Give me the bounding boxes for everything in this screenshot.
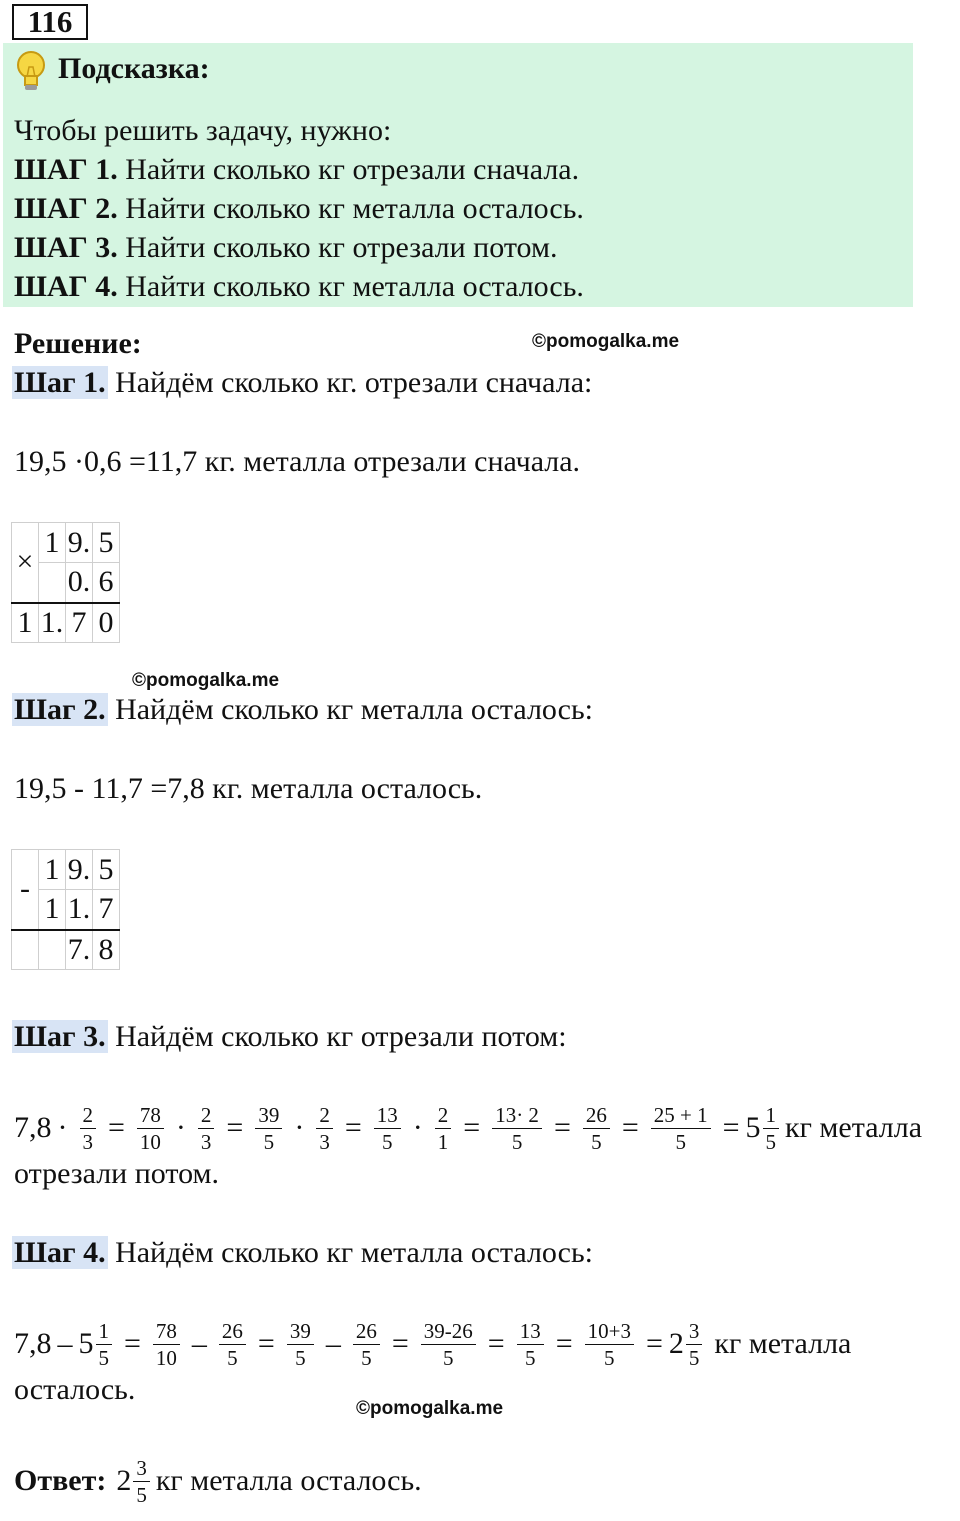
numerator: 3 [686, 1320, 703, 1345]
denominator: 5 [524, 1345, 536, 1370]
numerator: 26 [219, 1320, 246, 1345]
step-label: Шаг 4. [14, 1236, 106, 1269]
hint-step-3 [14, 231, 557, 265]
denominator: 5 [443, 1345, 454, 1370]
fraction [492, 1104, 542, 1153]
step-label: Шаг 2. [14, 693, 106, 726]
digit-cell [39, 930, 66, 970]
hint-step-text: Найти сколько кг металла осталось. [125, 192, 584, 225]
digit-cell: 1. [66, 890, 93, 930]
hint-step-label: ШАГ 1. [14, 153, 118, 186]
equals-sign: = [226, 1111, 244, 1144]
denominator: 3 [82, 1129, 93, 1154]
numerator: 2 [198, 1104, 215, 1129]
step-3-continuation: отрезали потом. [14, 1157, 220, 1190]
equals-sign: = [391, 1327, 409, 1360]
lightbulb-icon [14, 50, 48, 92]
equals-sign: = [487, 1327, 505, 1360]
step-label: Шаг 1. [14, 366, 106, 399]
answer-label: Ответ: [14, 1464, 107, 1497]
equals-sign: = [645, 1327, 663, 1360]
denominator: 5 [263, 1129, 275, 1154]
numerator: 13 [374, 1104, 401, 1129]
hint-step-label: ШАГ 2. [14, 192, 118, 225]
digit-cell [12, 930, 39, 970]
step-2-heading [12, 693, 593, 727]
fraction [583, 1104, 610, 1153]
denominator: 5 [98, 1345, 109, 1370]
fraction [517, 1320, 544, 1369]
fraction [585, 1320, 634, 1369]
mixed-number [669, 1320, 709, 1369]
whole-part: 5 [745, 1111, 761, 1144]
digit-cell: 5 [93, 523, 120, 563]
step-text: Найдём сколько кг отрезали потом: [115, 1020, 567, 1053]
fraction [651, 1104, 711, 1153]
hint-step-4 [14, 270, 584, 304]
numerator: 3 [133, 1457, 150, 1482]
numerator: 25 + 1 [651, 1104, 711, 1129]
numerator: 39 [287, 1320, 314, 1345]
hint-step-1 [14, 153, 579, 187]
multiply-sign: · [294, 1111, 305, 1144]
fraction [316, 1104, 333, 1153]
watermark: ©pomogalka.me [132, 670, 280, 691]
step-1-heading [12, 366, 592, 400]
equals-sign: = [555, 1327, 573, 1360]
fraction [353, 1320, 380, 1369]
digit-cell: 7 [93, 890, 120, 930]
watermark: ©pomogalka.me [356, 1398, 504, 1419]
digit-cell: 0 [93, 603, 120, 643]
numerator: 26 [583, 1104, 610, 1129]
numerator: 2 [80, 1104, 97, 1129]
answer [14, 1441, 422, 1521]
step-2-column-subtraction [11, 849, 120, 970]
fraction [137, 1104, 164, 1153]
fraction [96, 1320, 113, 1369]
fraction [198, 1104, 215, 1153]
equals-sign: = [553, 1111, 571, 1144]
numerator: 1 [763, 1104, 780, 1129]
digit-cell: 1. [39, 603, 66, 643]
whole-part: 5 [78, 1327, 94, 1360]
step-1-column-multiplication [11, 522, 120, 643]
fraction [287, 1320, 314, 1369]
problem-number: 116 [12, 4, 88, 40]
numerator: 26 [353, 1320, 380, 1345]
watermark: ©pomogalka.me [532, 331, 680, 352]
numerator: 13 [517, 1320, 544, 1345]
numerator: 78 [137, 1104, 164, 1129]
numerator: 39-26 [421, 1320, 476, 1345]
digit-cell: 1 [12, 603, 39, 643]
digit-cell [39, 563, 66, 603]
fraction [255, 1104, 282, 1153]
numerator: 78 [153, 1320, 180, 1345]
step-4-formula [14, 1304, 851, 1384]
step-3-heading [12, 1020, 567, 1054]
digit-cell: 5 [93, 850, 120, 890]
digit-cell: 1 [39, 850, 66, 890]
fraction [219, 1320, 246, 1369]
digit-cell: 7. [66, 930, 93, 970]
mixed-number [746, 1104, 786, 1153]
digit-cell: 9. [66, 523, 93, 563]
denominator: 10 [155, 1345, 177, 1370]
hint-step-text: Найти сколько кг металла осталось. [125, 270, 584, 303]
numerator: 39 [255, 1104, 282, 1129]
digit-cell: 9. [66, 850, 93, 890]
fraction [686, 1320, 703, 1369]
step-text: Найдём сколько кг металла осталось: [115, 693, 594, 726]
equals-sign: = [108, 1111, 125, 1144]
denominator: 5 [227, 1345, 238, 1370]
denominator: 5 [511, 1129, 523, 1154]
number: 7,8 [14, 1327, 52, 1360]
multiply-sign: × [12, 523, 39, 603]
step-1-expression: 19,5 ·0,6 =11,7 кг. металла отрезали сначала. [14, 445, 581, 478]
mixed-number [79, 1320, 119, 1369]
denominator: 5 [675, 1129, 686, 1154]
multiply-sign: · [412, 1111, 423, 1144]
mixed-number [116, 1457, 156, 1506]
equals-sign: = [257, 1327, 275, 1360]
step-text: Найдём сколько кг металла осталось: [115, 1236, 594, 1269]
minus-sign: – [325, 1327, 341, 1360]
minus-sign: – [57, 1327, 73, 1360]
denominator: 5 [591, 1129, 602, 1154]
denominator: 5 [382, 1129, 393, 1154]
hint-step-text: Найти сколько кг отрезали потом. [125, 231, 558, 264]
denominator: 3 [319, 1129, 330, 1154]
numerator: 2 [435, 1104, 452, 1129]
fraction [80, 1104, 97, 1153]
digit-cell: 0. [66, 563, 93, 603]
denominator: 5 [604, 1345, 615, 1370]
step-3-formula [14, 1088, 922, 1168]
equals-sign: = [344, 1111, 362, 1144]
denominator: 5 [295, 1345, 306, 1370]
denominator: 1 [437, 1129, 449, 1154]
step-2-expression: 19,5 - 11,7 =7,8 кг. металла осталось. [14, 772, 483, 805]
unit-text: кг металла [785, 1111, 923, 1144]
digit-cell: 6 [93, 563, 120, 603]
step-4-heading [12, 1236, 593, 1270]
hint-step-text: Найти сколько кг отрезали сначала. [125, 153, 580, 186]
minus-sign: – [191, 1327, 207, 1360]
numerator: 2 [316, 1104, 333, 1129]
fraction [374, 1104, 401, 1153]
equals-sign: = [621, 1111, 639, 1144]
multiply-sign: · [57, 1111, 68, 1144]
digit-cell: 1 [39, 890, 66, 930]
answer-text: кг металла осталось. [155, 1464, 422, 1497]
hint-intro: Чтобы решить задачу, нужно: [14, 114, 392, 147]
number: 7,8 [14, 1111, 52, 1144]
numerator: 1 [96, 1320, 113, 1345]
fraction [153, 1320, 180, 1369]
denominator: 3 [200, 1129, 212, 1154]
hint-step-label: ШАГ 4. [14, 270, 118, 303]
whole-part: 2 [668, 1327, 684, 1360]
denominator: 5 [361, 1345, 372, 1370]
digit-cell: 1 [39, 523, 66, 563]
step-label: Шаг 3. [14, 1020, 106, 1053]
digit-cell: 8 [93, 930, 120, 970]
equals-sign: = [124, 1327, 141, 1360]
equals-sign: = [722, 1111, 740, 1144]
numerator: 13· 2 [492, 1104, 542, 1129]
denominator: 5 [688, 1345, 700, 1370]
numerator: 10+3 [585, 1320, 634, 1345]
unit-text: кг металла [714, 1327, 852, 1360]
fraction [763, 1104, 780, 1153]
solution-title: Решение: [14, 327, 142, 360]
minus-sign: - [12, 850, 39, 930]
fraction [435, 1104, 452, 1153]
step-4-continuation: осталось. [14, 1373, 136, 1406]
denominator: 5 [136, 1482, 147, 1507]
equals-sign: = [463, 1111, 481, 1144]
digit-cell: 7 [66, 603, 93, 643]
whole-part: 2 [116, 1464, 132, 1497]
hint-title: Подсказка: [58, 52, 210, 85]
multiply-sign: · [175, 1111, 186, 1144]
step-text: Найдём сколько кг. отрезали сначала: [115, 366, 593, 399]
denominator: 5 [765, 1129, 777, 1154]
hint-step-2 [14, 192, 584, 226]
denominator: 10 [139, 1129, 161, 1154]
hint-step-label: ШАГ 3. [14, 231, 118, 264]
fraction [421, 1320, 476, 1369]
fraction [133, 1457, 150, 1506]
